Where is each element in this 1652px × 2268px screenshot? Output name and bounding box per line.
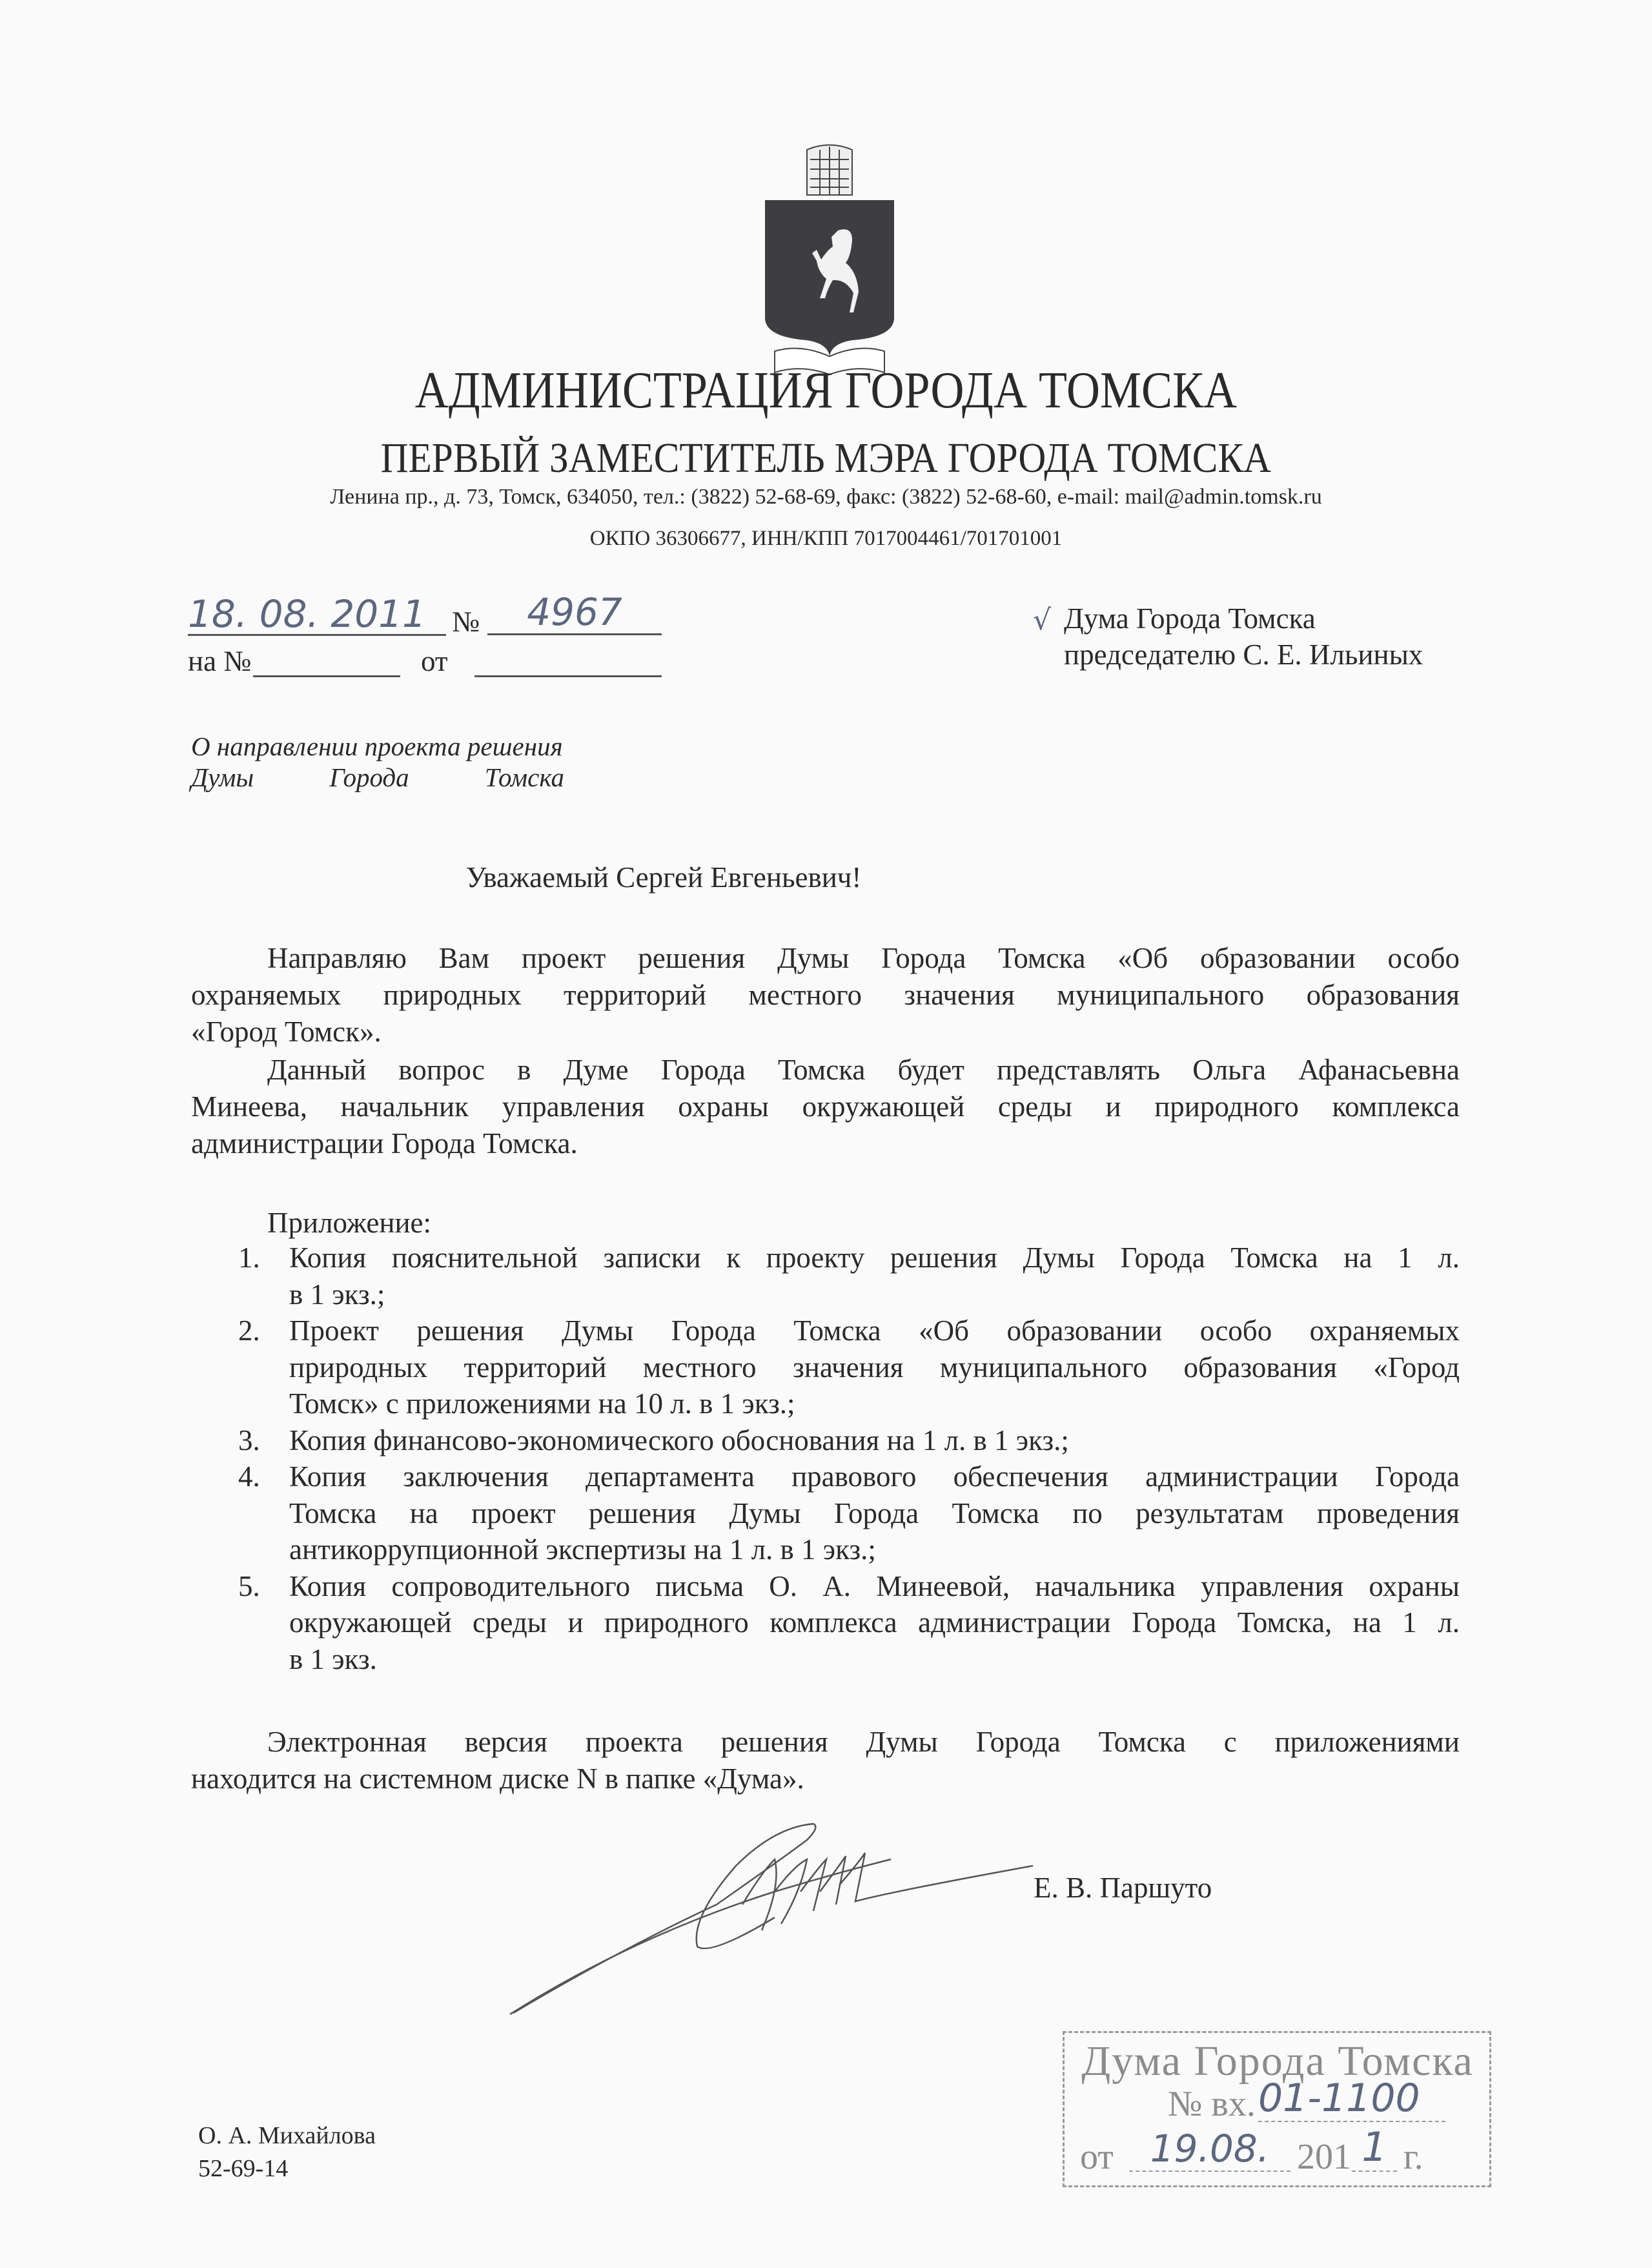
paragraph-line: охраняемых природных территорий местного значения муниципального образования: [191, 979, 1460, 1011]
contact-address: Ленина пр., д. 73, Томск, 634050, тел.: (3822) 52-68-69, факс: (3822) 52-68-60, e-mail: mail@admin.tomsk.ru: [330, 485, 1322, 509]
incoming-registration-stamp: [1063, 2031, 1491, 2187]
reply-number-field: [253, 652, 400, 677]
subject-word: Думы: [191, 762, 254, 792]
reply-number-label: на №: [188, 645, 252, 677]
attachment-line: в 1 экз.: [289, 1642, 377, 1675]
attachment-line: Копия сопроводительного письма О. А. Минеевой, начальника управления охраны: [289, 1569, 1460, 1602]
attachment-line: Копия заключения департамента правового обеспечения администрации Города: [289, 1460, 1460, 1493]
attachment-line: антикоррупционной экспертизы на 1 л. в 1 экз.;: [289, 1533, 876, 1566]
salutation: Уважаемый Сергей Евгеньевич!: [465, 861, 862, 894]
attachment-line: Копия пояснительной записки к проекту решения Думы Города Томска на 1 л.: [289, 1241, 1460, 1274]
executor-phone: 52-69-14: [198, 2155, 289, 2182]
executor-name: О. А. Михайлова: [198, 2122, 376, 2149]
stamp-organization: Дума Города Томска: [1081, 2038, 1474, 2085]
paragraph-line: администрации Города Томска.: [191, 1127, 578, 1160]
attachments-heading: Приложение:: [267, 1207, 432, 1239]
subject-word: Томска: [484, 762, 564, 792]
attachment-number: 2.: [238, 1314, 260, 1347]
stamp-year-suffix: 1: [1352, 2123, 1397, 2172]
number-label: №: [452, 606, 480, 638]
attachment-line: Томск» с приложениями на 10 л. в 1 экз.;: [289, 1387, 795, 1420]
attachment-line: Проект решения Думы Города Томска «Об образовании особо охраняемых: [289, 1314, 1460, 1347]
check-mark-icon: √: [1033, 604, 1052, 637]
paragraph-line: Данный вопрос в Думе Города Томска будет представлять Ольга Афанасьевна: [267, 1054, 1460, 1086]
attachment-line: природных территорий местного значения муниципального образования «Город: [289, 1351, 1460, 1384]
signatory-name: Е. В. Паршуто: [1034, 1872, 1212, 1904]
subject-line-1: О направлении проекта решения: [191, 731, 563, 761]
attachment-line: Копия финансово-экономического обоснования на 1 л. в 1 экз.;: [289, 1424, 1069, 1456]
stamp-in-number: 01-1100: [1258, 2076, 1445, 2122]
position-title: ПЕРВЫЙ ЗАМЕСТИТЕЛЬ МЭРА ГОРОДА ТОМСКА: [380, 434, 1272, 482]
attachment-number: 4.: [238, 1460, 260, 1493]
handwritten-signature: [504, 1821, 1059, 2027]
attachment-number: 1.: [238, 1241, 260, 1274]
stamp-year-end: г.: [1403, 2137, 1423, 2177]
subject-line-2: [191, 762, 564, 793]
reply-date-field: [474, 652, 662, 677]
paragraph-line: «Город Томск».: [191, 1016, 382, 1048]
subject-word: Города: [329, 762, 409, 792]
stamp-from-label: от: [1080, 2137, 1114, 2177]
stamp-year-prefix: 201: [1297, 2137, 1351, 2177]
recipient-person: председателю С. Е. Ильиных: [1064, 639, 1423, 671]
organization-title: АДМИНИСТРАЦИЯ ГОРОДА ТОМСКА: [414, 362, 1238, 419]
stamp-date: 19.08.: [1129, 2127, 1290, 2172]
attachment-line: в 1 экз.;: [289, 1278, 385, 1311]
registration-codes: ОКПО 36306677, ИНН/КПП 7017004461/701701001: [589, 527, 1063, 550]
paragraph-line: Направляю Вам проект решения Думы Города Томска «Об образовании особо: [267, 942, 1460, 974]
attachment-line: окружающей среды и природного комплекса администрации Города Томска, на 1 л.: [289, 1606, 1460, 1639]
stamp-in-label: № вх.: [1168, 2084, 1256, 2124]
attachment-line: Томска на проект решения Думы Города Томска по результатам проведения: [289, 1497, 1460, 1529]
attachment-number: 5.: [238, 1569, 260, 1602]
reply-from-label: от: [421, 645, 448, 677]
coat-of-arms-emblem: [755, 143, 904, 376]
outgoing-number: 4967: [487, 591, 662, 635]
outgoing-date: 18. 08. 2011: [188, 594, 446, 636]
recipient-organization: Дума Города Томска: [1064, 602, 1316, 635]
paragraph-line: Минеева, начальник управления охраны окружающей среды и природного комплекса: [191, 1090, 1460, 1123]
closing-line: находится на системном диске N в папке «Дума».: [191, 1762, 804, 1795]
closing-line: Электронная версия проекта решения Думы Города Томска с приложениями: [267, 1726, 1460, 1758]
attachment-number: 3.: [238, 1424, 260, 1456]
